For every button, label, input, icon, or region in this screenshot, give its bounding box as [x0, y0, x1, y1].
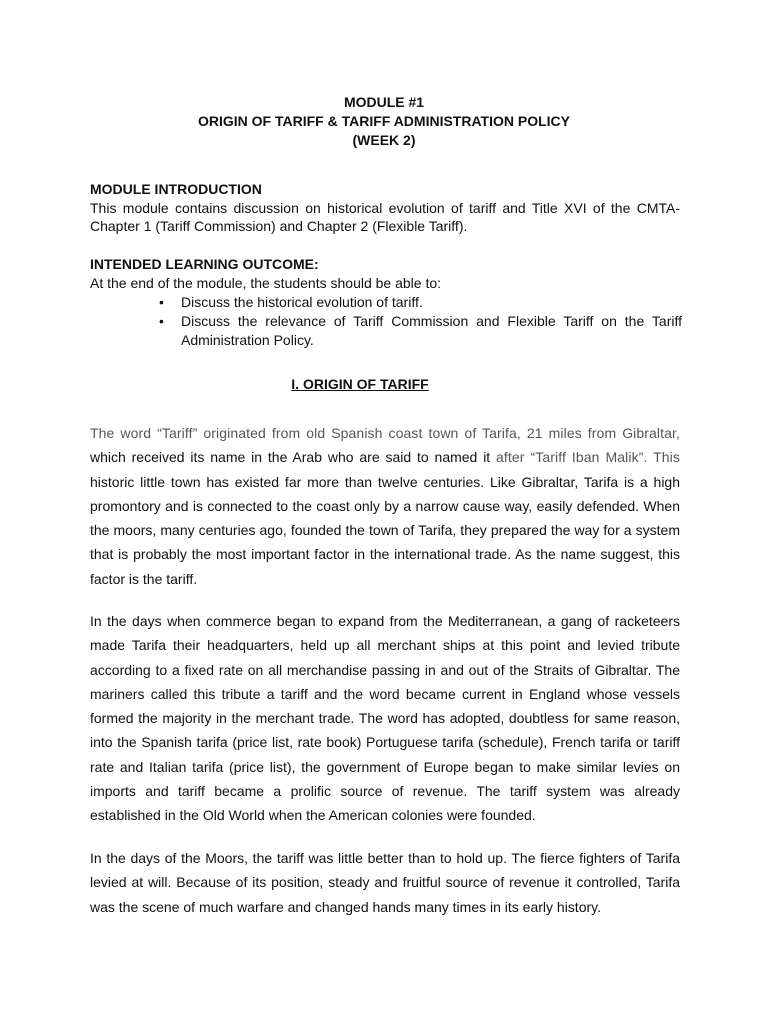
learning-outcome-item	[157, 293, 682, 312]
bullet-icon: •	[159, 294, 164, 310]
learning-outcome-item-text: Discuss the historical evolution of tariff.	[181, 294, 423, 310]
learning-outcome-list	[157, 293, 682, 350]
learning-outcome-item	[157, 312, 682, 350]
body-paragraph-2: In the days when commerce began to expand from the Mediterranean, a gang of racketeers made Tarifa their headquarters, held up all merchant ships at this point and levied tribute according to a fixed rate on all merchandise passing in and out of the Straits of Gibraltar. The mariners called this tribute a tariff and the word became current in England whose vessels formed the majority in the merchant trade. The word has adopted, doubtless for same reason, into the Spanish tarifa (price list, rate book) Portuguese tarifa (schedule), French tarifa or tariff rate and Italian tarifa (price list), the government of Europe began to make similar levies on imports and tariff became a prolific source of revenue. The tariff system was already established in the Old World when the American colonies were founded.	[90, 613, 680, 824]
body-paragraph-3: In the days of the Moors, the tariff was little better than to hold up. The fierce fighters of Tarifa levied at will. Because of its position, steady and fruitful source of revenue it controlled, Tarifa was the scene of much warfare and changed hands many times in its early history.	[90, 850, 680, 915]
bullet-icon: •	[159, 313, 164, 329]
learning-outcome-item-text: Discuss the relevance of Tariff Commission and Flexible Tariff on the Tariff Administration Policy.	[181, 313, 682, 348]
module-title: ORIGIN OF TARIFF & TARIFF ADMINISTRATION POLICY	[197, 113, 570, 129]
learning-outcome-text: At the end of the module, the students should be able to:	[90, 275, 442, 291]
section-title	[0, 375, 720, 393]
section-title-text: I. ORIGIN OF TARIFF	[291, 376, 429, 392]
paragraph-1-intro: The word “Tariff” originated from old Spanish coast town of Tarifa, 21 miles from Gibraltar,	[90, 425, 680, 441]
body-paragraph-1	[90, 421, 680, 591]
paragraph-1-quote: after “Tariff Iban Malik”. This	[496, 449, 680, 466]
intro-heading: MODULE INTRODUCTION	[90, 181, 262, 197]
module-week: (WEEK 2)	[352, 132, 416, 148]
module-number: MODULE #1	[343, 94, 425, 110]
paragraph-1-rest: historic little town has existed far more than twelve centuries. Like Gibraltar, Tarifa is a high promontory and is connected to the coast only by a narrow cause way, easily defended. When the moors, many centuries ago, founded the town of Tarifa, they prepared the way for a system that is probably the most important factor in the international trade. As the name suggest, this factor is the tariff.	[90, 473, 680, 587]
intro-text: This module contains discussion on historical evolution of tariff and Title XVI of the CMTA-Chapter 1 (Tariff Commission) and Chapter 2 (Flexible Tariff).	[90, 200, 680, 234]
learning-outcome-heading: INTENDED LEARNING OUTCOME:	[90, 256, 319, 272]
paragraph-1-mid: which received its name in the Arab who are said to named it	[90, 449, 497, 466]
